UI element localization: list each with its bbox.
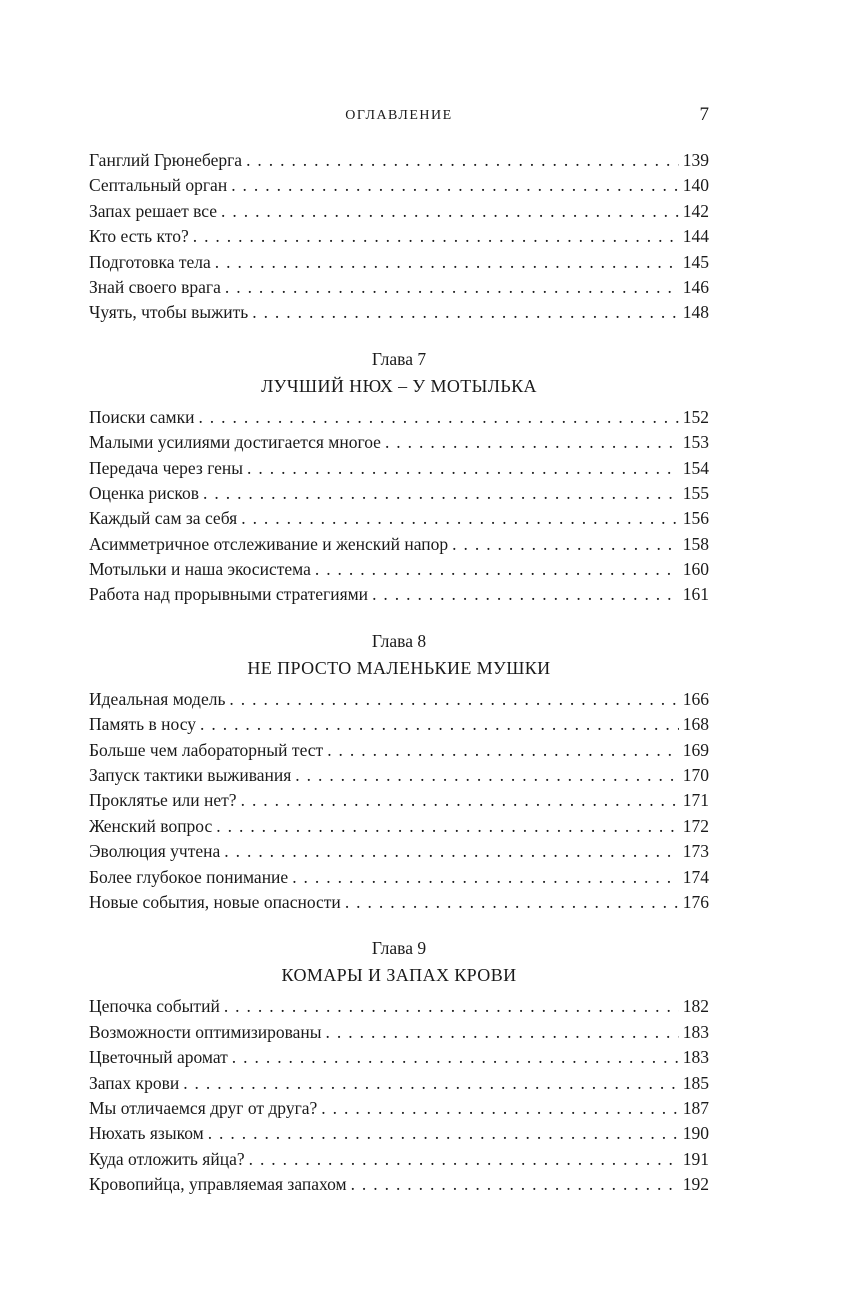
- toc-entry: [89, 814, 709, 839]
- toc-entry-title: Цепочка событий: [89, 996, 220, 1017]
- toc-entry: [89, 1071, 709, 1096]
- dot-leader: [221, 199, 679, 224]
- toc-entry-title: Ганглий Грюнеберга: [89, 150, 243, 170]
- toc-entry: [89, 148, 709, 173]
- toc-entry-title: Проклятье или нет?: [89, 790, 237, 811]
- toc-entry-title: Запуск тактики выживания: [89, 765, 292, 786]
- toc-entry-title: Больше чем лабораторный тест: [89, 739, 324, 760]
- toc-entry: [89, 1020, 709, 1045]
- toc-entry-page: 183: [682, 1047, 709, 1068]
- chapter-label: Глава 7: [371, 348, 427, 369]
- toc-entry: [89, 763, 709, 788]
- toc-entry-page: 139: [682, 150, 709, 170]
- toc-entry-page: 158: [682, 533, 709, 554]
- toc-entry-title: Память в носу: [89, 714, 197, 735]
- chapter-title: НЕ ПРОСТО МАЛЕНЬКИЕ МУШКИ: [247, 657, 551, 678]
- toc-entry-title: Мы отличаемся друг от друга?: [89, 1097, 318, 1118]
- toc-entry-title: Более глубокое понимание: [89, 866, 289, 887]
- dot-leader: [372, 582, 679, 607]
- toc-entry-title: Запах крови: [89, 1072, 180, 1093]
- toc-entry-page: 169: [682, 739, 709, 760]
- toc-entry: [89, 582, 709, 607]
- dot-leader: [241, 788, 679, 813]
- dot-leader: [295, 763, 678, 788]
- toc-entry-page: 191: [682, 1148, 709, 1169]
- toc-entry: [89, 481, 709, 506]
- toc-entry-page: 192: [682, 1174, 709, 1195]
- dot-leader: [215, 250, 679, 275]
- chapter-heading: [89, 629, 709, 683]
- toc-entry-page: 145: [682, 251, 709, 272]
- toc-entry: [89, 456, 709, 481]
- toc-entry-title: Запах решает все: [89, 200, 218, 221]
- toc-entry: [89, 250, 709, 275]
- toc-entry: [89, 430, 709, 455]
- toc-entry-page: 160: [682, 559, 709, 580]
- toc-entry: [89, 1172, 709, 1197]
- toc-entry: [89, 532, 709, 557]
- toc-entry-title: Нюхать языком: [89, 1123, 204, 1144]
- toc-entry-page: 153: [682, 432, 709, 453]
- toc-entry-title: Кровопийца, управляемая запахом: [89, 1174, 347, 1195]
- toc-entry-title: Чуять, чтобы выжить: [89, 302, 249, 323]
- chapter-heading: [89, 347, 709, 401]
- dot-leader: [351, 1172, 679, 1197]
- dot-leader: [193, 224, 679, 249]
- chapter-title: КОМАРЫ И ЗАПАХ КРОВИ: [281, 965, 517, 986]
- table-of-contents: [89, 148, 709, 1198]
- toc-entry-title: Поиски самки: [89, 406, 195, 427]
- toc-entry: [89, 865, 709, 890]
- dot-leader: [208, 1121, 679, 1146]
- dot-leader: [183, 1071, 679, 1096]
- dot-leader: [321, 1096, 678, 1121]
- chapter-label: Глава 8: [371, 630, 427, 651]
- dot-leader: [247, 456, 679, 481]
- dot-leader: [200, 712, 679, 737]
- toc-entry-title: Передача через гены: [89, 457, 244, 478]
- toc-entry-title: Возможности оптимизированы: [89, 1021, 322, 1042]
- chapter-label: Глава 9: [371, 938, 427, 959]
- toc-entry-title: Новые события, новые опасности: [89, 891, 341, 912]
- toc-entry: [89, 738, 709, 763]
- toc-entry-page: 154: [682, 457, 709, 478]
- toc-entry-page: 152: [682, 406, 709, 427]
- chapter-heading: [89, 936, 709, 990]
- running-head: [89, 104, 709, 128]
- toc-entry: [89, 788, 709, 813]
- toc-entry-page: 156: [682, 508, 709, 529]
- toc-entry-page: 172: [682, 815, 709, 836]
- toc-entry: [89, 712, 709, 737]
- toc-entry-title: Асимметричное отслеживание и женский напор: [89, 533, 449, 554]
- toc-entry-title: Септальный орган: [89, 175, 228, 196]
- toc-entry-page: 190: [682, 1123, 709, 1144]
- toc-entry: [89, 557, 709, 582]
- toc-entry-title: Знай своего врага: [89, 276, 221, 297]
- toc-entry-title: Работа над прорывными стратегиями: [89, 584, 369, 605]
- toc-entry: [89, 994, 709, 1019]
- toc-entry-page: 142: [682, 200, 709, 221]
- dot-leader: [246, 148, 679, 173]
- toc-entry: [89, 173, 709, 198]
- dot-leader: [252, 300, 679, 325]
- dot-leader: [225, 275, 679, 300]
- dot-leader: [327, 738, 679, 763]
- dot-leader: [224, 994, 679, 1019]
- toc-entry-title: Кто есть кто?: [89, 226, 189, 247]
- dot-leader: [241, 506, 679, 531]
- toc-entry-title: Оценка рисков: [89, 482, 200, 503]
- dot-leader: [224, 839, 678, 864]
- toc-entry-page: 171: [682, 790, 709, 811]
- toc-entry: [89, 839, 709, 864]
- toc-entry-title: Эволюция учтена: [89, 841, 221, 862]
- dot-leader: [345, 890, 679, 915]
- toc-entry: [89, 275, 709, 300]
- dot-leader: [203, 481, 679, 506]
- toc-entry-page: 140: [682, 175, 709, 196]
- dot-leader: [229, 687, 678, 712]
- dot-leader: [231, 173, 679, 198]
- toc-entry-page: 170: [682, 765, 709, 786]
- dot-leader: [385, 430, 679, 455]
- dot-leader: [452, 532, 679, 557]
- toc-entry-page: 166: [682, 688, 709, 709]
- toc-entry-page: 185: [682, 1072, 709, 1093]
- toc-entry: [89, 1096, 709, 1121]
- toc-entry-title: Мотыльки и наша экосистема: [89, 559, 311, 580]
- toc-entry-page: 144: [682, 226, 709, 247]
- toc-entry-page: 173: [682, 841, 709, 862]
- toc-entry-page: 148: [682, 302, 709, 323]
- toc-entry-title: Каждый сам за себя: [89, 508, 238, 529]
- toc-entry-page: 182: [682, 996, 709, 1017]
- dot-leader: [326, 1020, 679, 1045]
- dot-leader: [315, 557, 679, 582]
- toc-entry-title: Женский вопрос: [89, 815, 213, 836]
- toc-entry: [89, 199, 709, 224]
- toc-entry-title: Идеальная модель: [89, 688, 226, 709]
- toc-entry-title: Малыми усилиями достигается многое: [89, 432, 381, 453]
- toc-entry: [89, 890, 709, 915]
- toc-entry-page: 161: [682, 584, 709, 605]
- dot-leader: [249, 1147, 679, 1172]
- dot-leader: [216, 814, 678, 839]
- toc-entry-page: 155: [682, 482, 709, 503]
- toc-entry: [89, 405, 709, 430]
- toc-entry: [89, 224, 709, 249]
- toc-entry: [89, 300, 709, 325]
- dot-leader: [198, 405, 678, 430]
- dot-leader: [232, 1045, 679, 1070]
- toc-entry-page: 174: [682, 866, 709, 887]
- toc-entry: [89, 1121, 709, 1146]
- toc-entry: [89, 1045, 709, 1070]
- running-title: ОГЛАВЛЕНИЕ: [345, 108, 453, 123]
- dot-leader: [292, 865, 679, 890]
- toc-entry-page: 176: [682, 891, 709, 912]
- chapter-title: ЛУЧШИЙ НЮХ – У МОТЫЛЬКА: [261, 375, 537, 396]
- page-number: 7: [699, 104, 709, 125]
- toc-entry-page: 168: [682, 714, 709, 735]
- toc-entry-title: Цветочный аромат: [89, 1047, 228, 1068]
- toc-entry-page: 146: [682, 276, 709, 297]
- toc-entry-title: Куда отложить яйца?: [89, 1148, 245, 1169]
- toc-entry: [89, 1147, 709, 1172]
- toc-entry-page: 187: [682, 1097, 709, 1118]
- toc-entry: [89, 687, 709, 712]
- toc-entry-title: Подготовка тела: [89, 251, 211, 272]
- toc-entry-page: 183: [682, 1021, 709, 1042]
- toc-entry: [89, 506, 709, 531]
